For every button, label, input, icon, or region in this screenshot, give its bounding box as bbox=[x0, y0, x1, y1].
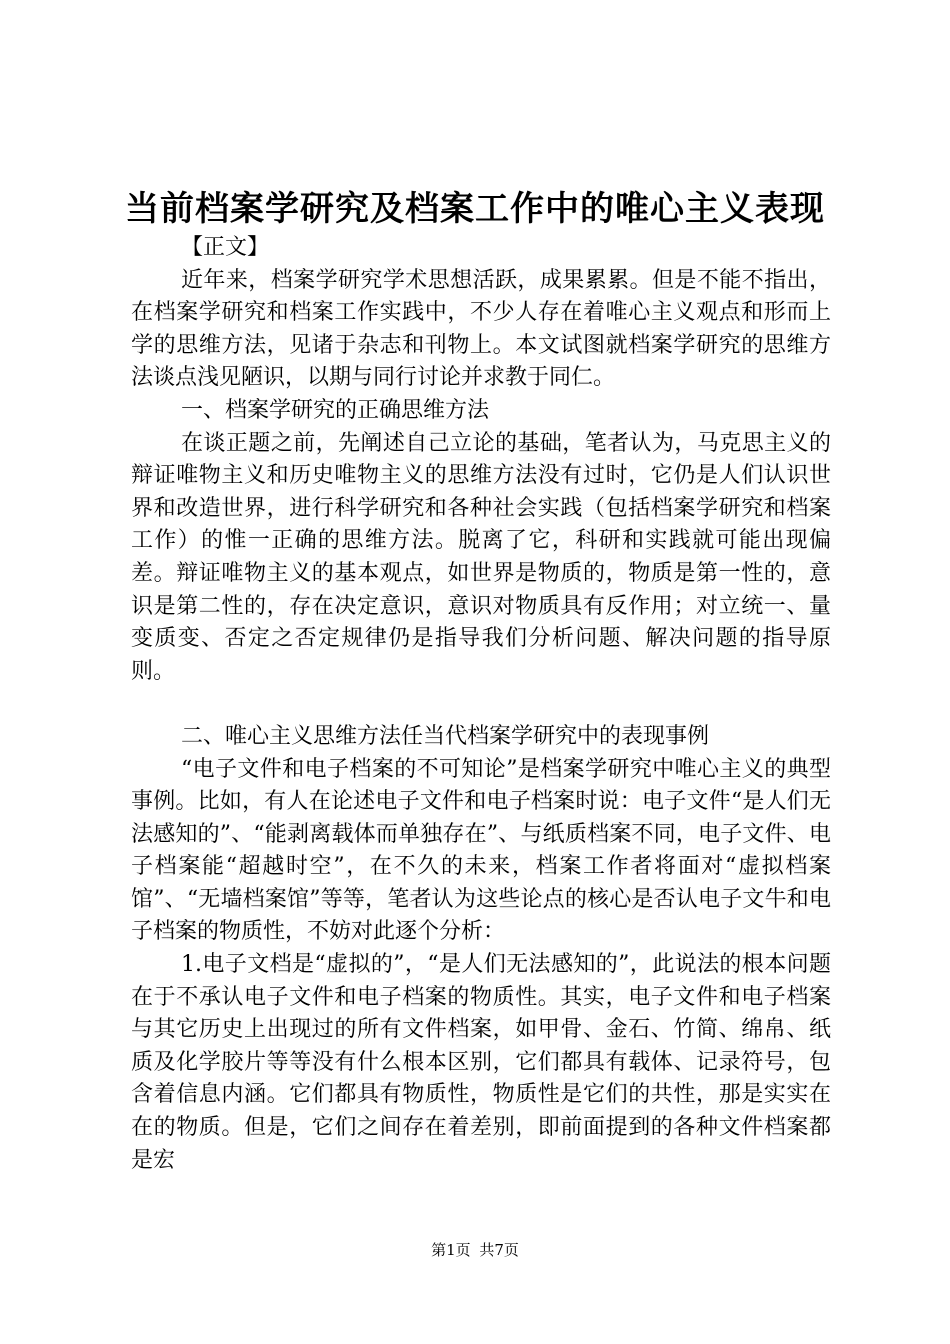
heading-section-1: 一、档案学研究的正确思维方法 bbox=[181, 397, 490, 423]
section-label: 【正文】 bbox=[181, 235, 270, 260]
page-footer: 第1页 共7页 bbox=[431, 1241, 519, 1259]
document-title: 当前档案学研究及档案工作中的唯心主义表现 bbox=[125, 189, 825, 229]
paragraph-point-1: 1.电子文档是“虚拟的”，“是人们无法感知的”，此说法的根本问题在于不承认电子文件和电子档案的物质性。其实，电子文件和电子档案与其它历史上出现过的所有文件档案，如甲骨、金石、竹简、绵帛、纸质及化学胶片等等没有什么根本区别，它们都具有载体、记录符号，包含着信息内涵。它们都具有物质性，物质性是它们的共性，那是实实在在的物质。但是，它们之间存在着差别，即前面提到的各种文件档案都是宏 bbox=[131, 952, 831, 1173]
paragraph-spacer bbox=[131, 688, 831, 721]
heading-section-2: 二、唯心主义思维方法任当代档案学研究中的表现事例 bbox=[181, 723, 710, 749]
paragraph-intro: 近年来，档案学研究学术思想活跃，成果累累。但是不能不指出，在档案学研究和档案工作实践中，不少人存在着唯心主义观点和形而上学的思维方法，见诸于杂志和刊物上。本文试图就档案学研究的思维方法谈点浅见陋识，以期与同行讨论并求教于同仁。 bbox=[131, 267, 831, 391]
paragraph-section-2: “电子文件和电子档案的不可知论”是档案学研究中唯心主义的典型事例。比如，有人在论述电子文件和电子档案时说：电子文件“是人们无法感知的”、“能剥离载体而单独存在”、与纸质档案不同，电子文件、电子档案能“超越时空”，在不久的未来，档案工作者将面对“虚拟档案馆”、“无墙档案馆”等等，笔者认为这些论点的核心是否认电子文牛和电子档案的物质性，不妨对此逐个分析： bbox=[131, 756, 831, 945]
document-body bbox=[131, 232, 831, 1177]
paragraph-section-1: 在谈正题之前，先阐述自己立论的基础，笔者认为，马克思主义的辩证唯物主义和历史唯物主义的思维方法没有过时，它仍是人们认识世界和改造世界，进行科学研究和各种社会实践（包括档案学研究和档案工作）的惟一正确的思维方法。脱离了它，科研和实践就可能出现偏差。辩证唯物主义的基本观点，如世界是物质的，物质是第一性的，意识是第二性的，存在决定意识，意识对物质具有反作用；对立统一、量变质变、否定之否定规律仍是指导我们分析问题、解决问题的指导原则。 bbox=[131, 430, 831, 684]
